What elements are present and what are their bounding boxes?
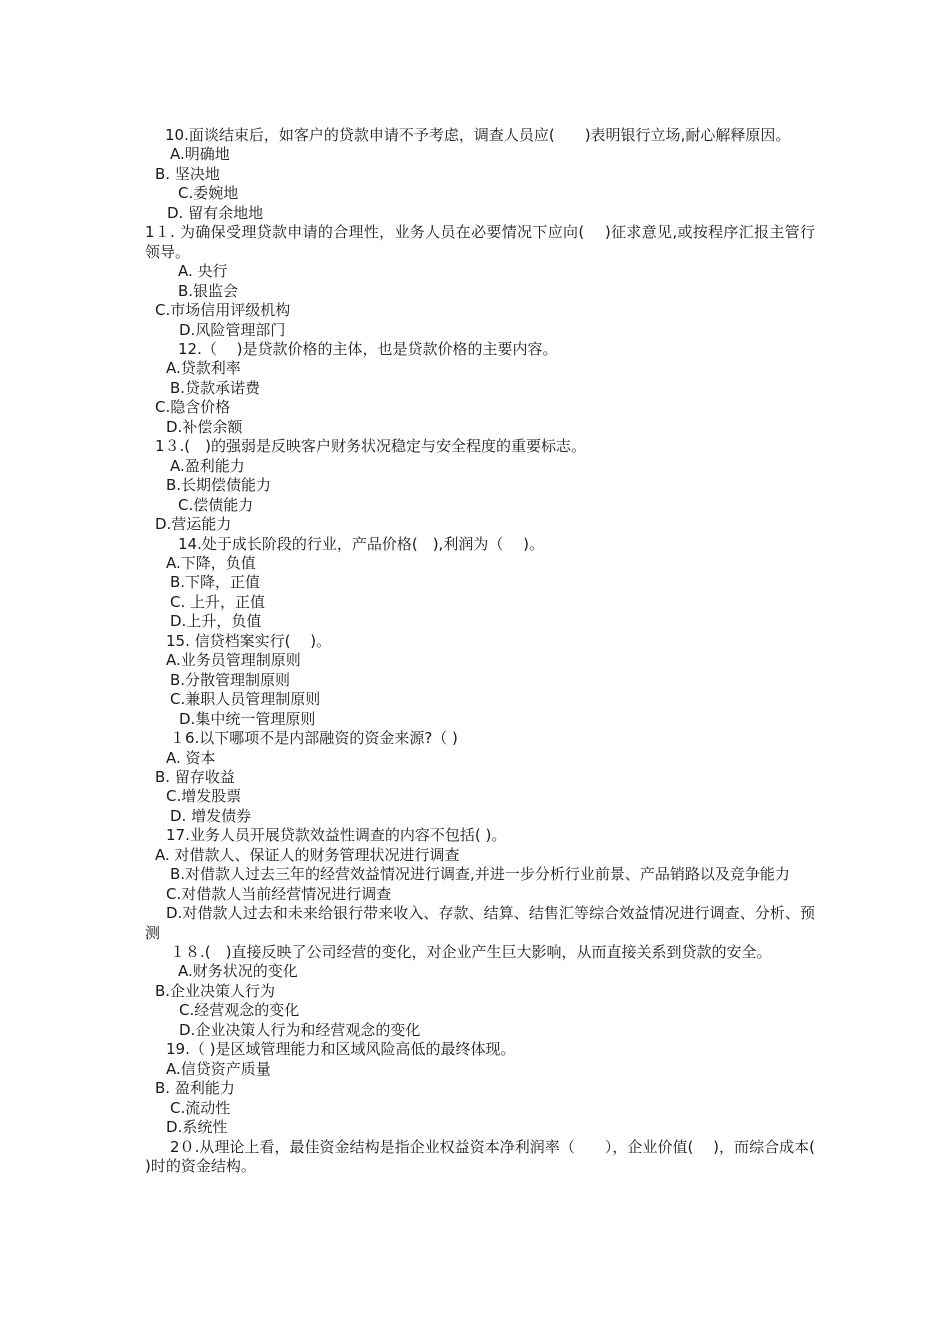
option-c: C.经营观念的变化: [179, 1001, 300, 1020]
option-d: D. 增发债券: [170, 806, 252, 825]
option-c: C.委婉地: [178, 184, 239, 203]
option-d: D.集中统一管理原则: [179, 709, 316, 728]
option-a: A.明确地: [170, 145, 230, 164]
question-17: [145, 826, 815, 943]
question-stem: 12.（ )是贷款价格的主体，也是贷款价格的主要内容。: [178, 339, 558, 358]
option-a: A.下降，负值: [166, 553, 256, 572]
option-d: D.补偿余额: [166, 417, 243, 436]
option-b: B.长期偿债能力: [166, 476, 272, 495]
option-c: C.隐含价格: [155, 398, 231, 417]
option-d: D.营运能力: [155, 515, 232, 534]
option-a: A.贷款利率: [166, 359, 241, 378]
option-b: B. 留存收益: [155, 767, 235, 786]
option-b: B.贷款承诺费: [170, 378, 261, 397]
option-c: C.兼职人员管理制原则: [170, 690, 321, 709]
option-d: D.上升，负值: [170, 612, 262, 631]
option-a: A. 对借款人、保证人的财务管理状况进行调查: [155, 845, 460, 864]
question-20: [145, 1137, 835, 1177]
option-b: B.下降，正值: [170, 573, 261, 592]
question-stem: 14.处于成长阶段的行业，产品价格( ),利润为（ )。: [178, 534, 544, 553]
option-a: A.业务员管理制原则: [166, 651, 301, 670]
option-c: C.市场信用评级机构: [155, 301, 291, 320]
option-d: D.系统性: [166, 1118, 228, 1137]
exam-question-page: [145, 126, 835, 1176]
option-c: C.流动性: [170, 1098, 231, 1117]
option-b: B.对借款人过去三年的经营效益情况进行调查,并进一步分析行业前景、产品销路以及竞争能力: [170, 865, 790, 884]
option-b: B. 盈利能力: [155, 1079, 235, 1098]
question-15: [145, 632, 815, 729]
question-10: [145, 126, 815, 223]
question-14: [145, 535, 815, 632]
option-b: B. 坚决地: [155, 164, 220, 183]
question-stem: 1３.( )的强弱是反映客户财务状况稳定与安全程度的重要标志。: [155, 437, 587, 456]
question-stem: １８.( )直接反映了公司经营的变化，对企业产生巨大影响，从而直接关系到贷款的安全。: [170, 943, 772, 962]
option-b: B.企业决策人行为: [155, 981, 276, 1000]
question-stem: 10.面谈结束后，如客户的贷款申请不予考虑，调查人员应( )表明银行立场,耐心解释原因。: [165, 126, 791, 144]
option-d: D.企业决策人行为和经营观念的变化: [179, 1020, 421, 1039]
question-18: [145, 943, 815, 1040]
question-16: [145, 729, 815, 826]
question-13: [145, 437, 815, 534]
option-c: C.增发股票: [166, 787, 242, 806]
question-stem: 19.（ )是区域管理能力和区域风险高低的最终体现。: [166, 1040, 516, 1059]
option-a: A. 资本: [166, 748, 216, 767]
option-a: A.盈利能力: [170, 456, 245, 475]
option-c: C. 上升，正值: [170, 592, 266, 611]
option-a: A.财务状况的变化: [178, 962, 298, 981]
option-c: C.对借款人当前经营情况进行调查: [166, 884, 392, 903]
option-b: B.银监会: [178, 281, 239, 300]
option-d: D. 留有余地地: [167, 203, 264, 222]
question-stem: 2０.从理论上看，最佳资金结构是指企业权益资本净利润率（ ），企业价值( )，而综合成本( )时的资金结构。: [145, 1137, 835, 1176]
question-12: [145, 340, 815, 437]
question-11: [145, 223, 815, 340]
option-a: A. 央行: [178, 262, 228, 281]
question-19: [145, 1040, 815, 1137]
question-stem: 17.业务人员开展贷款效益性调查的内容不包括( )。: [166, 826, 507, 845]
option-b: B.分散管理制原则: [170, 670, 291, 689]
question-stem: １6.以下哪项不是内部融资的资金来源?（ ): [170, 729, 458, 748]
question-stem: 15. 信贷档案实行( )。: [166, 631, 332, 650]
question-stem: 1１. 为确保受理贷款申请的合理性，业务人员在必要情况下应向( )征求意见,或按程序汇报主管行领导。: [145, 223, 815, 261]
option-a: A.信贷资产质量: [166, 1059, 271, 1078]
option-d: D.风险管理部门: [179, 320, 286, 339]
option-c: C.偿债能力: [178, 495, 254, 514]
option-d: D.对借款人过去和未来给银行带来收入、存款、结算、结售汇等综合效益情况进行调查、分析、预测: [145, 904, 815, 942]
